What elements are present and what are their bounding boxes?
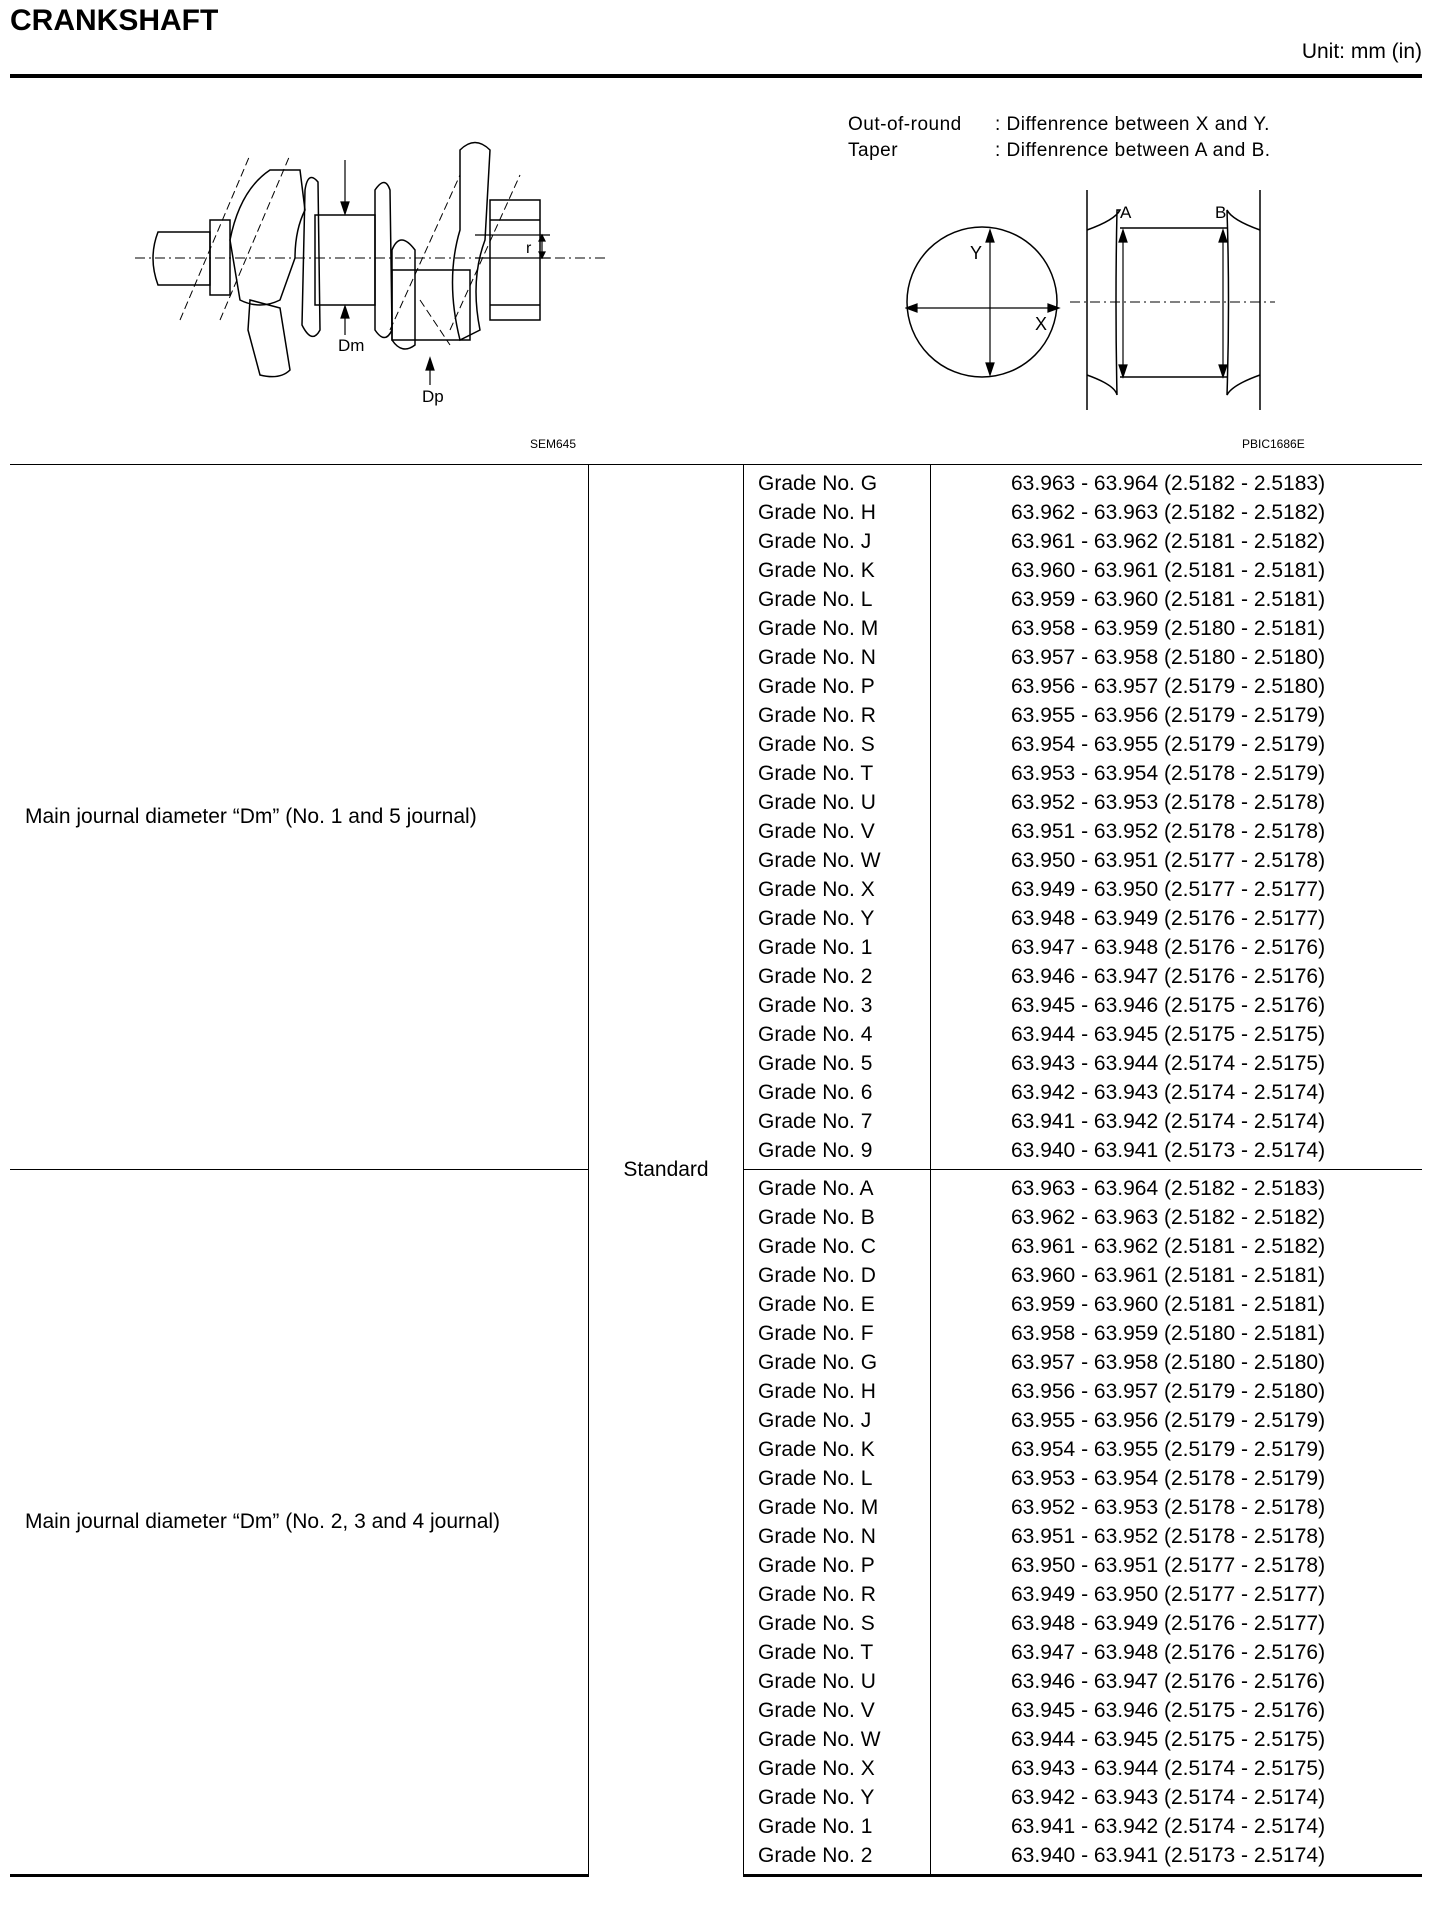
grade-cell: Grade No. L	[758, 1467, 873, 1490]
grade-cell: Grade No. T	[758, 762, 874, 785]
grade-cell: Grade No. 4	[758, 1023, 873, 1046]
value-cell: 63.957 - 63.958 (2.5180 - 2.5180)	[1011, 1351, 1326, 1374]
r-label: r	[526, 240, 532, 257]
value-cell: 63.953 - 63.954 (2.5178 - 2.5179)	[1011, 762, 1326, 785]
table-row	[10, 465, 1422, 1170]
grade-cell: Grade No. W	[758, 849, 881, 872]
value-cell: 63.955 - 63.956 (2.5179 - 2.5179)	[1011, 1409, 1326, 1432]
legend-row-taper	[848, 138, 1271, 164]
value-cell: 63.962 - 63.963 (2.5182 - 2.5182)	[1011, 501, 1326, 524]
grade-cell: Grade No. N	[758, 646, 876, 669]
page-title: CRANKSHAFT	[10, 4, 219, 37]
grade-cell: Grade No. 1	[758, 1815, 873, 1838]
grade-cell: Grade No. 5	[758, 1052, 873, 1075]
grade-cell: Grade No. A	[758, 1177, 874, 1200]
grade-column	[744, 1170, 931, 1876]
grade-cell: Grade No. P	[758, 675, 875, 698]
value-cell: 63.943 - 63.944 (2.5174 - 2.5175)	[1011, 1757, 1326, 1780]
grade-cell: Grade No. J	[758, 1409, 872, 1432]
figure2-code: PBIC1686E	[1242, 437, 1305, 451]
value-cell: 63.942 - 63.943 (2.5174 - 2.5174)	[1011, 1786, 1326, 1809]
value-cell: 63.951 - 63.952 (2.5178 - 2.5178)	[1011, 820, 1326, 843]
value-cell: 63.951 - 63.952 (2.5178 - 2.5178)	[1011, 1525, 1326, 1548]
grade-cell: Grade No. H	[758, 1380, 876, 1403]
value-cell: 63.946 - 63.947 (2.5176 - 2.5176)	[1011, 965, 1326, 988]
grade-cell: Grade No. N	[758, 1525, 876, 1548]
grade-cell: Grade No. 1	[758, 936, 873, 959]
value-cell: 63.947 - 63.948 (2.5176 - 2.5176)	[1011, 936, 1326, 959]
value-cell: 63.945 - 63.946 (2.5175 - 2.5176)	[1011, 1699, 1326, 1722]
grade-cell: Grade No. U	[758, 1670, 876, 1693]
legend-desc: : Diffenrence between X and Y.	[995, 114, 1270, 135]
value-cell: 63.958 - 63.959 (2.5180 - 2.5181)	[1011, 617, 1326, 640]
crankshaft-diagram	[130, 130, 610, 430]
figure1-code: SEM645	[530, 437, 577, 451]
value-column	[931, 465, 1423, 1170]
value-cell: 63.957 - 63.958 (2.5180 - 2.5180)	[1011, 646, 1326, 669]
grade-cell: Grade No. W	[758, 1728, 881, 1751]
value-cell: 63.952 - 63.953 (2.5178 - 2.5178)	[1011, 791, 1326, 814]
unit-label: Unit: mm (in)	[1301, 40, 1422, 63]
value-cell: 63.940 - 63.941 (2.5173 - 2.5174)	[1011, 1844, 1326, 1867]
grade-cell: Grade No. 9	[758, 1139, 873, 1162]
value-cell: 63.963 - 63.964 (2.5182 - 2.5183)	[1011, 1177, 1326, 1200]
grade-cell: Grade No. S	[758, 733, 875, 756]
grade-column	[744, 465, 931, 1170]
grade-cell: Grade No. P	[758, 1554, 875, 1577]
value-cell: 63.960 - 63.961 (2.5181 - 2.5181)	[1011, 559, 1326, 582]
value-cell: 63.944 - 63.945 (2.5175 - 2.5175)	[1011, 1023, 1326, 1046]
standard-label: Standard	[589, 465, 744, 1876]
grade-cell: Grade No. V	[758, 820, 875, 843]
value-cell: 63.958 - 63.959 (2.5180 - 2.5181)	[1011, 1322, 1326, 1345]
grade-cell: Grade No. 2	[758, 965, 873, 988]
value-cell: 63.945 - 63.946 (2.5175 - 2.5176)	[1011, 994, 1326, 1017]
grade-cell: Grade No. D	[758, 1264, 876, 1287]
grade-cell: Grade No. 6	[758, 1081, 873, 1104]
grade-cell: Grade No. K	[758, 1438, 875, 1461]
grade-cell: Grade No. Y	[758, 907, 875, 930]
value-cell: 63.956 - 63.957 (2.5179 - 2.5180)	[1011, 1380, 1326, 1403]
grade-cell: Grade No. 2	[758, 1844, 873, 1867]
grade-cell: Grade No. V	[758, 1699, 875, 1722]
value-cell: 63.941 - 63.942 (2.5174 - 2.5174)	[1011, 1815, 1326, 1838]
value-cell: 63.946 - 63.947 (2.5176 - 2.5176)	[1011, 1670, 1326, 1693]
value-cell: 63.943 - 63.944 (2.5174 - 2.5175)	[1011, 1052, 1326, 1075]
measurement-legend	[848, 112, 1271, 164]
grade-cell: Grade No. X	[758, 878, 875, 901]
value-cell: 63.940 - 63.941 (2.5173 - 2.5174)	[1011, 1139, 1326, 1162]
grade-cell: Grade No. U	[758, 791, 876, 814]
dm-label: Dm	[338, 336, 365, 355]
x-axis-label: X	[1035, 314, 1048, 334]
value-cell: 63.962 - 63.963 (2.5182 - 2.5182)	[1011, 1206, 1326, 1229]
value-cell: 63.959 - 63.960 (2.5181 - 2.5181)	[1011, 588, 1326, 611]
grade-cell: Grade No. S	[758, 1612, 875, 1635]
grade-cell: Grade No. R	[758, 704, 876, 727]
grade-cell: Grade No. K	[758, 559, 875, 582]
value-cell: 63.950 - 63.951 (2.5177 - 2.5178)	[1011, 849, 1326, 872]
grade-cell: Grade No. E	[758, 1293, 875, 1316]
grade-cell: Grade No. G	[758, 472, 878, 495]
value-cell: 63.941 - 63.942 (2.5174 - 2.5174)	[1011, 1110, 1326, 1133]
a-label: A	[1120, 203, 1132, 222]
header-rule	[10, 74, 1422, 78]
journal-measurement-diagram	[905, 180, 1315, 415]
grade-cell: Grade No. 3	[758, 994, 873, 1017]
b-label: B	[1215, 203, 1227, 222]
grade-cell: Grade No. M	[758, 617, 879, 640]
legend-desc: : Diffenrence between A and B.	[995, 140, 1271, 161]
grade-cell: Grade No. B	[758, 1206, 875, 1229]
value-cell: 63.954 - 63.955 (2.5179 - 2.5179)	[1011, 1438, 1326, 1461]
legend-term: Out-of-round	[848, 114, 962, 135]
value-cell: 63.954 - 63.955 (2.5179 - 2.5179)	[1011, 733, 1326, 756]
value-cell: 63.960 - 63.961 (2.5181 - 2.5181)	[1011, 1264, 1326, 1287]
grade-cell: Grade No. J	[758, 530, 872, 553]
value-cell: 63.956 - 63.957 (2.5179 - 2.5180)	[1011, 675, 1326, 698]
value-cell: 63.944 - 63.945 (2.5175 - 2.5175)	[1011, 1728, 1326, 1751]
item-label: Main journal diameter “Dm” (No. 1 and 5 journal)	[10, 465, 589, 1170]
grade-cell: Grade No. Y	[758, 1786, 875, 1809]
grade-cell: Grade No. R	[758, 1583, 876, 1606]
value-cell: 63.947 - 63.948 (2.5176 - 2.5176)	[1011, 1641, 1326, 1664]
grade-cell: Grade No. L	[758, 588, 873, 611]
grade-cell: Grade No. C	[758, 1235, 876, 1258]
dp-label: Dp	[422, 387, 444, 406]
value-cell: 63.952 - 63.953 (2.5178 - 2.5178)	[1011, 1496, 1326, 1519]
value-cell: 63.955 - 63.956 (2.5179 - 2.5179)	[1011, 704, 1326, 727]
value-cell: 63.948 - 63.949 (2.5176 - 2.5177)	[1011, 907, 1326, 930]
value-cell: 63.963 - 63.964 (2.5182 - 2.5183)	[1011, 472, 1326, 495]
value-cell: 63.948 - 63.949 (2.5176 - 2.5177)	[1011, 1612, 1326, 1635]
value-cell: 63.961 - 63.962 (2.5181 - 2.5182)	[1011, 1235, 1326, 1258]
value-cell: 63.949 - 63.950 (2.5177 - 2.5177)	[1011, 1583, 1326, 1606]
grade-cell: Grade No. T	[758, 1641, 874, 1664]
legend-row-out-of-round	[848, 112, 1271, 138]
value-cell: 63.949 - 63.950 (2.5177 - 2.5177)	[1011, 878, 1326, 901]
grade-cell: Grade No. G	[758, 1351, 878, 1374]
value-cell: 63.961 - 63.962 (2.5181 - 2.5182)	[1011, 530, 1326, 553]
item-label: Main journal diameter “Dm” (No. 2, 3 and 4 journal)	[10, 1170, 589, 1876]
value-column	[931, 1170, 1423, 1876]
value-cell: 63.942 - 63.943 (2.5174 - 2.5174)	[1011, 1081, 1326, 1104]
grade-cell: Grade No. X	[758, 1757, 875, 1780]
value-cell: 63.959 - 63.960 (2.5181 - 2.5181)	[1011, 1293, 1326, 1316]
grade-cell: Grade No. 7	[758, 1110, 873, 1133]
y-axis-label: Y	[970, 243, 983, 263]
value-cell: 63.950 - 63.951 (2.5177 - 2.5178)	[1011, 1554, 1326, 1577]
crankshaft-spec-table	[10, 464, 1422, 1877]
value-cell: 63.953 - 63.954 (2.5178 - 2.5179)	[1011, 1467, 1326, 1490]
legend-term: Taper	[848, 140, 899, 161]
grade-cell: Grade No. H	[758, 501, 876, 524]
grade-cell: Grade No. M	[758, 1496, 879, 1519]
grade-cell: Grade No. F	[758, 1322, 874, 1345]
